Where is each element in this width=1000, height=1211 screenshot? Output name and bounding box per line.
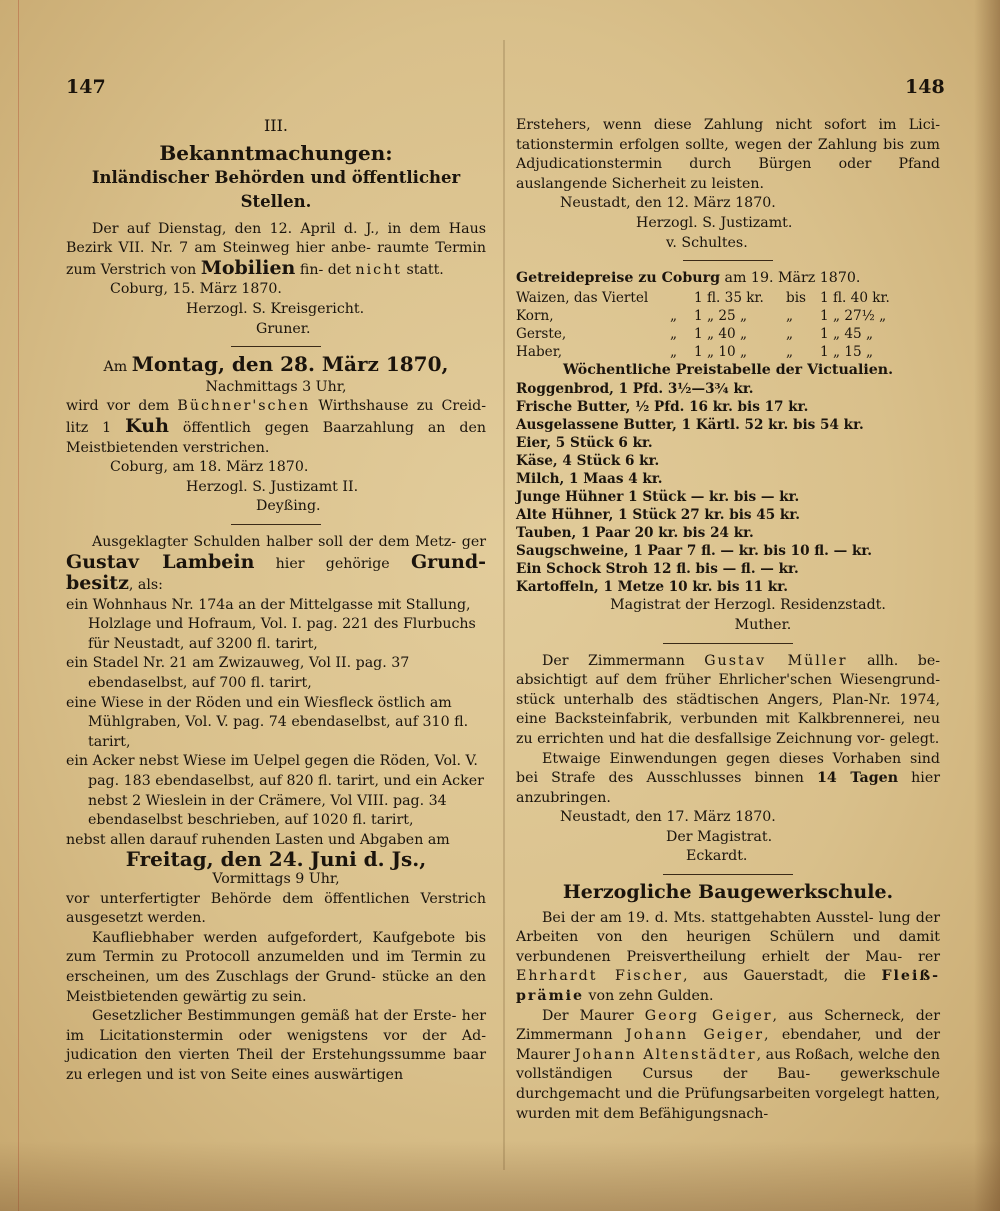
list-item: eine Wiese in der Röden und ein Wiesfleck östlich am Mühlgraben, Vol. V. pag. 74 ebendaselbst, auf 310 fl. tarirt, [66,694,469,750]
notice-keyword: Mobilien [200,256,296,279]
notice-authority: Der Magistrat. [666,828,773,845]
page-edge-shadow [974,0,1000,1211]
left-column [66,116,486,1086]
auction-date: Freitag, den 24. Juni d. Js., [125,847,427,872]
page-number-right: 148 [905,76,945,98]
divider [231,524,321,525]
section-number: III. [263,116,289,135]
list-item: Ausgelassene Butter, 1 Kärtl. 52 kr. bis 54 kr. [516,417,864,434]
divider [683,260,773,261]
list-item: Roggenbrod, 1 Pfd. 3½—3¾ kr. [516,381,754,398]
notice-baugewerkschule: Herzogliche Baugewerkschule. Bei der am 19. d. Mts. stattgehabten Ausstel- lung der Arbeiten von den heurigen Schülern und damit verbundenen Preisvertheilung erhielt der Mau- rer Ehrhardt Fischer, aus Gauerstadt, die Fleiß- prämie von zehn Gulden. Der Maurer Georg Geiger, aus Scherneck, der Zimmermann Johann Geiger, ebendaher, und der Maurer Johann Altenstädter, aus Roßach, welche den vollständigen Cursus der Bau- gewerkschule durchgemacht und die Prüfungsarbeiten vorgelegt hatten, wurden mit dem Befähigungsnach- [516,881,941,1122]
list-item: Eier, 5 Stück 6 kr. [516,435,653,452]
table-row: Waizen, das Viertel 1 fl. 35 kr. bis 1 fl. 40 kr. [516,289,890,306]
page-bottom-shadow [0,1141,1000,1211]
notice-grundbesitz: Ausgeklagter Schulden halber soll der dem Metz- ger Gustav Lambein hier gehörige Grund- besitz, als: ein Wohnhaus Nr. 174a an der Mittelgasse mit Stallung, Holzlage und Hofraum, Vol. I. pag. 221 des Flurbuchs für Neustadt, auf 3200 fl. tarirt, ein Stadel Nr. 21 am Zwizauweg, Vol II. pag. 37 ebendaselbst, auf 700 fl. tarirt, eine Wiese in der Röden und ein Wiesfleck östlich am Mühlgraben, Vol. V. pag. 74 ebendaselbst, auf 310 fl. tarirt, ein Acker nebst Wiese im Uelpel gegen die Röden, Vol. V. pag. 183 ebendaselbst, auf 820 fl. tarirt, und ein Acker nebst 2 Wieslein in der Crämere, Vol VIII. pag. 34 ebendaselbst beschrieben, auf 1020 fl. tarirt, nebst allen darauf ruhenden Lasten und Abgaben am Freitag, den 24. Juni d. Js., Vormittags 9 Uhr, vor unterfertigter Behörde dem öffentlichen Verstrich ausgesetzt werden. Kaufliebhaber werden aufgefordert, Kaufgebote bis zum Termin zu Protocoll anzumelden und im Termin zu erscheinen, um des Zuschlags der Grund- stücke an den Meistbietenden gewärtig zu sein. Gesetzlicher Bestimmungen gemäß hat der Erste- her im Licitationstermin oder wenigstens vor der Ad- judication den vierten Theil der Erstehungssumme baar zu erlegen und ist von Seite eines auswärtigen [66,533,486,1083]
victuals-title: Wöchentliche Preistabelle der Victualien. [562,361,894,378]
notice-mobilien: Der auf Dienstag, den 12. April d. J., in dem Haus Bezirk VII. Nr. 7 am Steinweg hier anbe- raumte Termin zum Verstrich von Mobilien fin- det nicht statt. Coburg, 15. März 1870. Herzogl. S. Kreisgericht. Gruner. [66,220,486,340]
list-item: ein Acker nebst Wiese im Uelpel gegen die Röden, Vol. V. pag. 183 ebendaselbst, auf 820 fl. tarirt, und ein Acker nebst 2 Wieslein in der Crämere, Vol VIII. pag. 34 ebendaselbst beschrieben, auf 1020 fl. tarirt, [66,753,484,829]
list-item: Tauben, 1 Paar 20 kr. bis 24 kr. [516,525,754,542]
divider [231,346,321,347]
list-item: Alte Hühner, 1 Stück 27 kr. bis 45 kr. [516,507,800,524]
notice-authority: Herzogl. S. Justizamt II. [186,478,359,495]
grain-prices: Getreidepreise zu Coburg am 19. März 1870. Waizen, das Viertel 1 fl. 35 kr. bis 1 fl. 40 kr. Korn, „ 1 „ 25 „ „ 1 „ 27½ „ Gerste, „ 1 „ 40 „ „ 1 „ 45 „ Haber, „ 1 „ 10 „ „ 1 „ 15 „ [516,269,940,361]
notice-date: Neustadt, den 17. März 1870. [560,809,776,826]
notice-signer: Eckardt. [686,848,748,865]
list-item: Junge Hühner 1 Stück — kr. bis — kr. [516,489,800,506]
table-row: Gerste, „ 1 „ 40 „ „ 1 „ 45 „ [516,325,873,342]
list-item: Frische Butter, ½ Pfd. 16 kr. bis 17 kr. [516,399,809,416]
list-item: ein Stadel Nr. 21 am Zwizauweg, Vol II. pag. 37 ebendaselbst, auf 700 fl. tarirt, [66,655,410,692]
notice-continuation: Erstehers, wenn diese Zahlung nicht sofort im Lici- tationstermin erfolgen sollte, wegen der Zahlung bis zum Adjudicationstermin durch Bürgen oder Pfand auslangende Sicherheit zu leisten. Neustadt, den 12. März 1870. Herzogl. S. Justizamt. v. Schultes. [516,116,940,253]
divider [663,874,793,875]
applicant-name: Gustav Müller [704,652,848,669]
table-row: Korn, „ 1 „ 25 „ „ 1 „ 27½ „ [516,307,887,324]
list-item: Saugschweine, 1 Paar 7 fl. — kr. bis 10 fl. — kr. [516,543,873,560]
grain-price-table [516,289,894,361]
notice-authority: Magistrat der Herzogl. Residenzstadt. [610,597,886,614]
notice-authority: Herzogl. S. Justizamt. [636,214,793,231]
notice-authority: Herzogl. S. Kreisgericht. [186,300,365,317]
notice-title: Herzogliche Baugewerkschule. [562,881,894,904]
margin-rule [18,0,19,1211]
notice-kuh: Am Montag, den 28. März 1870, Nachmittags 3 Uhr, wird vor dem Büchner'schen Wirthshause zu Creid- litz 1 Kuh öffentlich gegen Baarzahlung an den Meistbietenden verstrichen. Coburg, am 18. März 1870. Herzogl. S. Justizamt II. Deyßing. [66,355,486,517]
notice-date: Coburg, 15. März 1870. [110,281,282,298]
notice-date: Neustadt, den 12. März 1870. [560,195,776,212]
right-column [516,116,940,1124]
table-row: Haber, „ 1 „ 10 „ „ 1 „ 15 „ [516,343,873,360]
section-headline: Bekanntmachungen: [159,140,393,165]
page-number-left: 147 [66,76,106,98]
list-item: Milch, 1 Maas 4 kr. [516,471,663,488]
divider [663,643,793,644]
list-item: ein Wohnhaus Nr. 174a an der Mittelgasse mit Stallung, Holzlage und Hofraum, Vol. I. pag. 221 des Flurbuchs für Neustadt, auf 3200 fl. tarirt, [66,596,476,652]
list-item: Käse, 4 Stück 6 kr. [516,453,660,470]
notice-date: Coburg, am 18. März 1870. [110,459,309,476]
list-item: Kartoffeln, 1 Metze 10 kr. bis 11 kr. [516,579,788,596]
victuals-list [516,380,940,596]
page-gutter [503,40,505,1170]
debtor-name: Gustav Lambein [66,550,255,573]
notice-signer: Gruner. [256,320,311,337]
grain-prices-title: Getreidepreise zu Coburg [516,270,720,287]
notice-signer: Deyßing. [256,498,321,515]
section-subheadline: Inländischer Behörden und öffentlicher Stellen. [91,167,461,211]
list-item: Ein Schock Stroh 12 fl. bis — fl. — kr. [516,561,799,578]
auction-date: Montag, den 28. März 1870, [131,352,449,377]
notice-signer: v. Schultes. [666,234,748,251]
notice-backsteinfabrik: Der Zimmermann Gustav Müller allh. be- absichtigt auf dem früher Ehrlicher'schen Wiesengrund- stück unterhalb des städtischen Angers, Plan-Nr. 1974, eine Backsteinfabrik, verbunden mit Kalkbrennerei, neu zu errichten und hat die desfallsige Zeichnung vor- gelegt. Etwaige Einwendungen gegen dieses Vorhaben sind bei Strafe des Ausschlusses binnen 14 Tagen hier anzubringen. Neustadt, den 17. März 1870. Der Magistrat. Eckardt. [516,652,940,868]
notice-signer: Muther. [734,616,792,633]
victuals-prices [516,361,940,636]
